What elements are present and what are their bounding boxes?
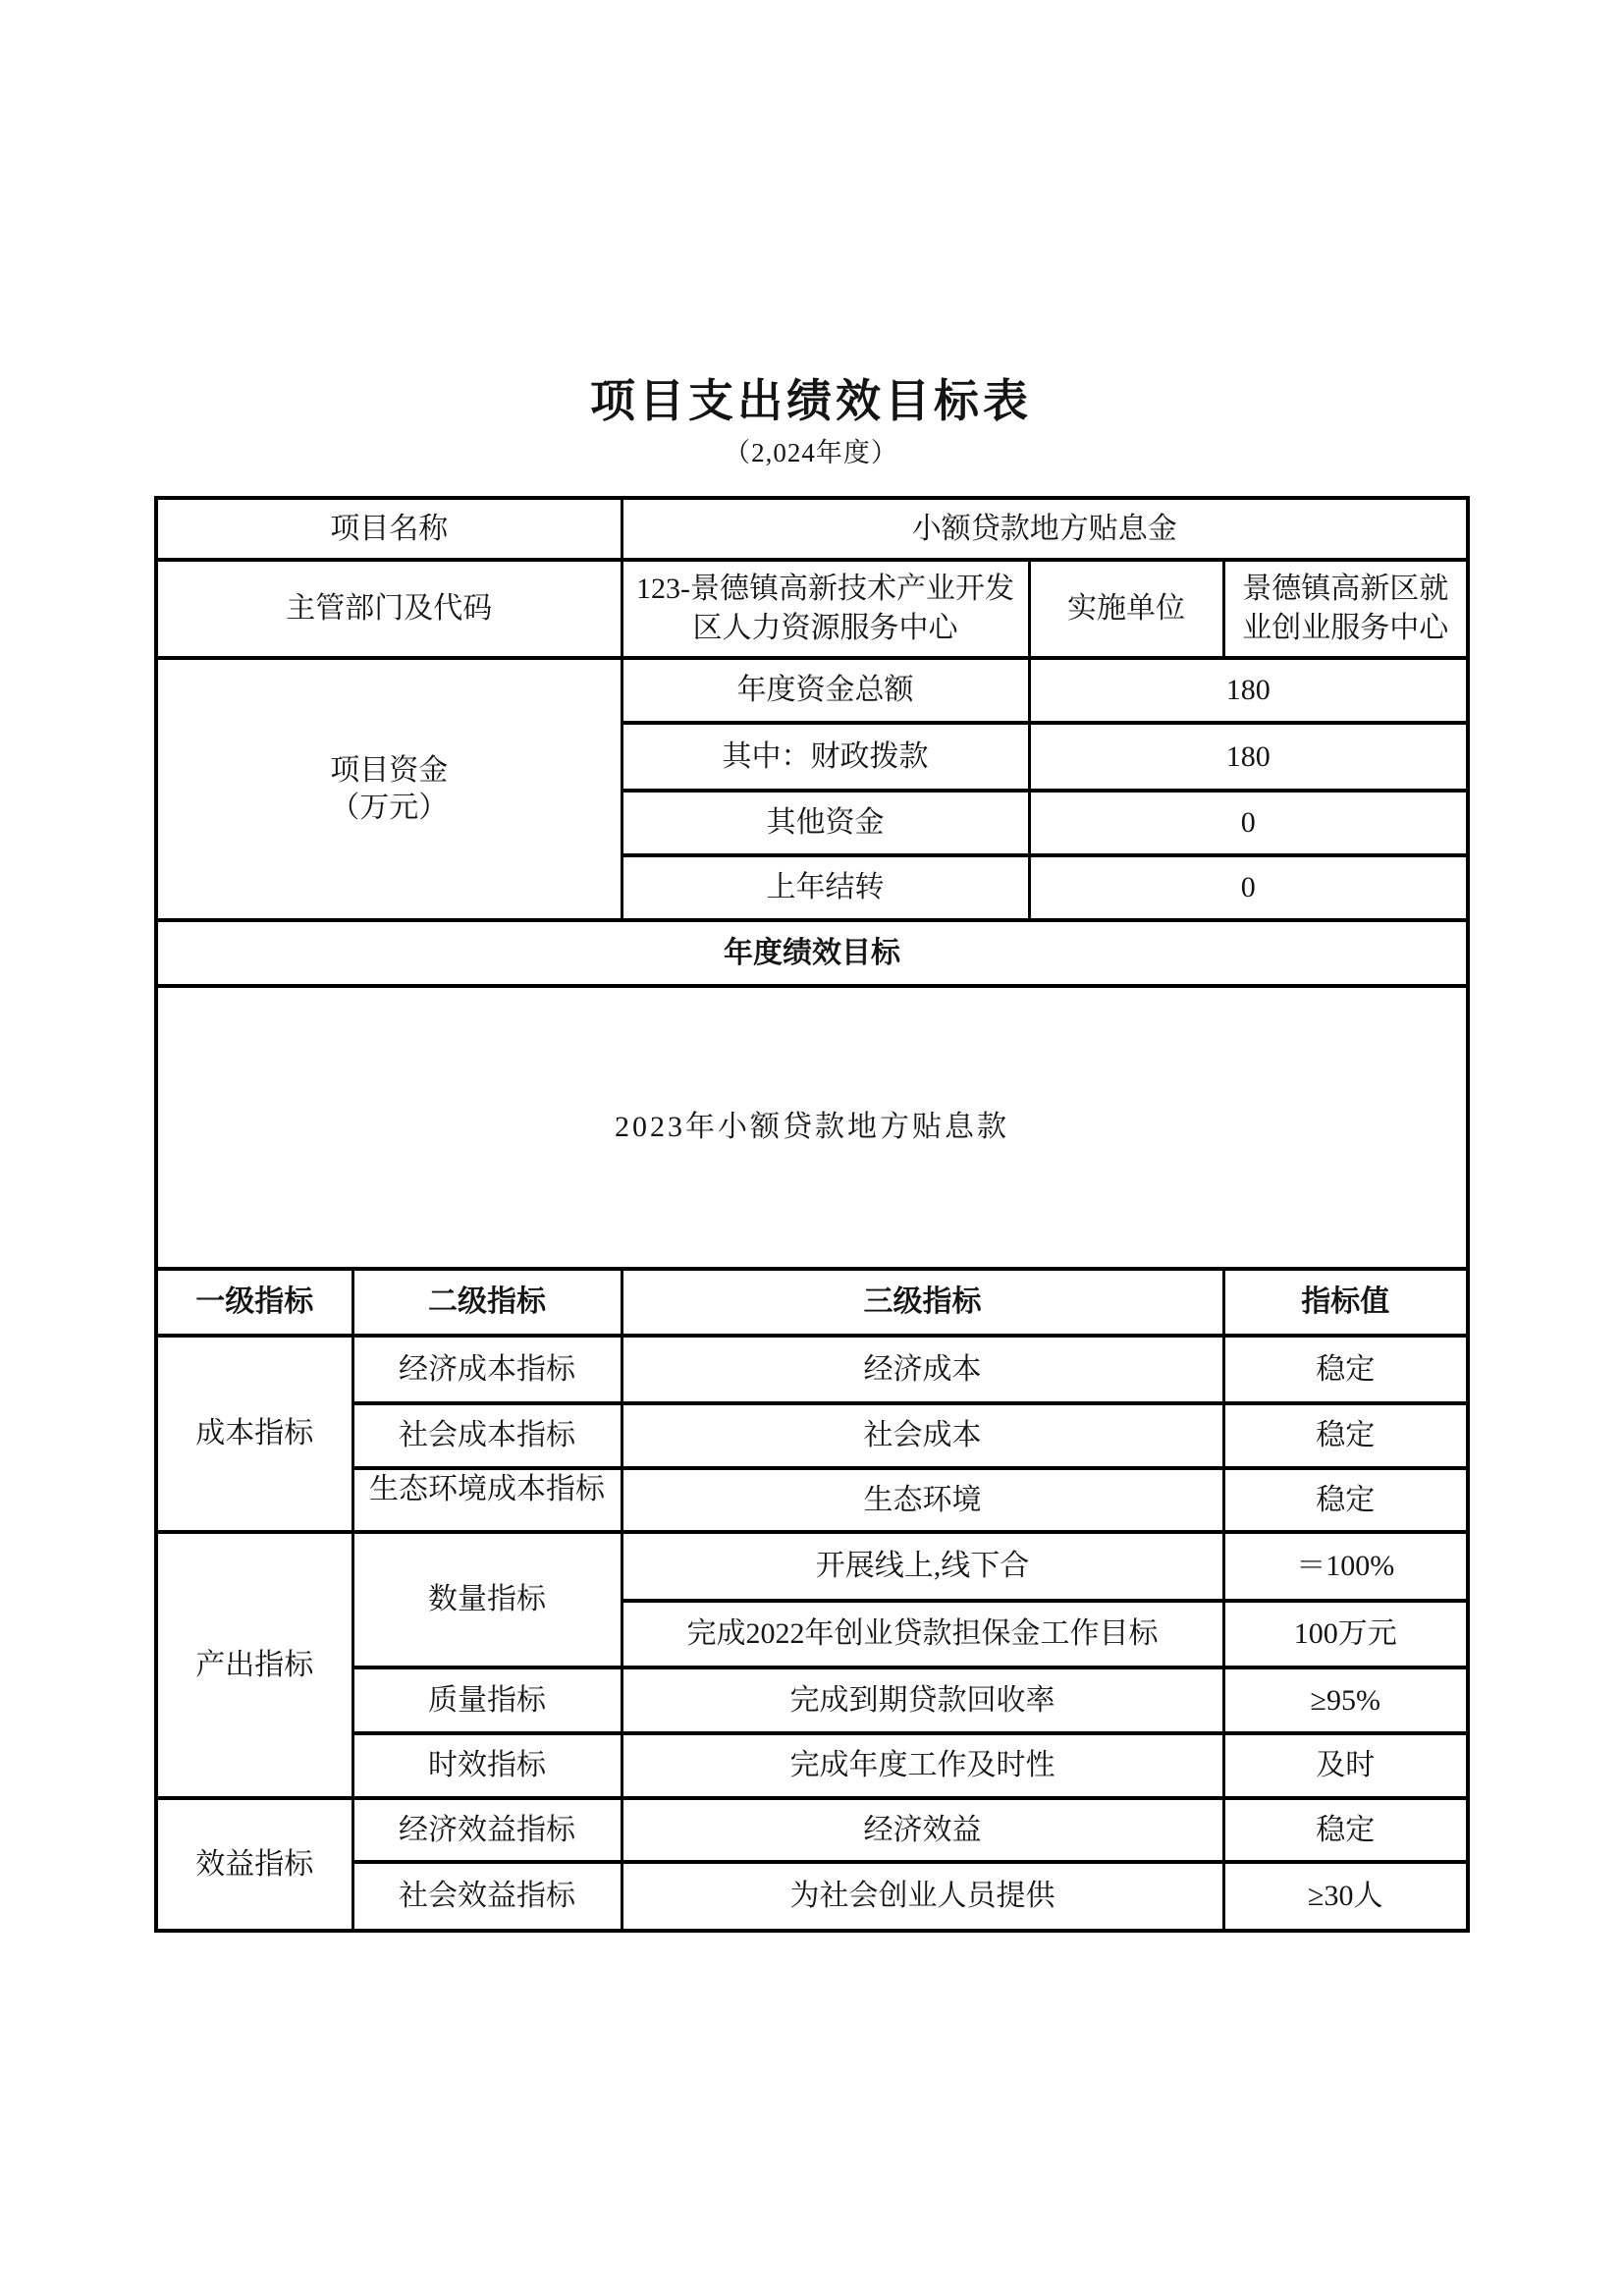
output-timeliness-level3: 完成年度工作及时性: [622, 1733, 1223, 1798]
table-row-output-quality: [156, 1667, 1468, 1733]
funding-fiscal-value: 180: [1029, 723, 1468, 791]
cost-economic-level3: 经济成本: [622, 1336, 1223, 1403]
benefit-economic-level3: 经济效益: [622, 1798, 1223, 1862]
cost-economic-level2: 经济成本指标: [352, 1336, 622, 1403]
impl-unit-label: 实施单位: [1029, 560, 1223, 658]
output-timeliness-level2: 时效指标: [352, 1733, 622, 1798]
benefit-economic-level2: 经济效益指标: [352, 1798, 622, 1862]
cost-social-level2: 社会成本指标: [352, 1403, 622, 1468]
benefit-social-value: ≥30人: [1223, 1862, 1468, 1931]
indicator-header-value: 指标值: [1223, 1269, 1468, 1336]
funding-other-label: 其他资金: [622, 791, 1029, 855]
table-row-cost-social: [156, 1403, 1468, 1468]
funding-total-label: 年度资金总额: [622, 658, 1029, 723]
output-quantity1-level3: 开展线上,线下合: [622, 1532, 1223, 1601]
table-row-funding-total: [156, 658, 1468, 723]
output-group-label: 产出指标: [156, 1532, 352, 1798]
cost-social-value: 稳定: [1223, 1403, 1468, 1468]
table-row-cost-economic: [156, 1336, 1468, 1403]
funding-label: [156, 658, 622, 920]
impl-unit-value: 景德镇高新区就业创业服务中心: [1223, 560, 1468, 658]
dept-label: 主管部门及代码: [156, 560, 622, 658]
output-quantity1-value: ＝100%: [1223, 1532, 1468, 1601]
table-row-annual-target: [156, 986, 1468, 1269]
output-quality-value: ≥95%: [1223, 1667, 1468, 1733]
funding-total-value: 180: [1029, 658, 1468, 723]
cost-eco-level3: 生态环境: [622, 1468, 1223, 1532]
benefit-group-label: 效益指标: [156, 1798, 352, 1931]
benefit-economic-value: 稳定: [1223, 1798, 1468, 1862]
funding-fiscal-label: 其中：财政拨款: [622, 723, 1029, 791]
cost-eco-value: 稳定: [1223, 1468, 1468, 1532]
output-quantity-level2: 数量指标: [352, 1532, 622, 1667]
annual-target-goal: 2023年小额贷款地方贴息款: [156, 986, 1468, 1269]
table-row-indicator-header: [156, 1269, 1468, 1336]
output-quantity2-value: 100万元: [1223, 1601, 1468, 1667]
page-title: 项目支出绩效目标表: [590, 376, 1032, 426]
table-row-benefit-economic: [156, 1798, 1468, 1862]
cost-eco-level2-text: 生态环境成本指标: [369, 1473, 605, 1505]
benefit-social-level2: 社会效益指标: [352, 1862, 622, 1931]
indicator-header-level3: 三级指标: [622, 1269, 1223, 1336]
table-row-annual-target-header: [156, 920, 1468, 986]
output-quality-level3: 完成到期贷款回收率: [622, 1667, 1223, 1733]
cost-group-label: 成本指标: [156, 1336, 352, 1532]
project-name-value: 小额贷款地方贴息金: [622, 498, 1468, 560]
table-row-department: [156, 560, 1468, 658]
cost-eco-level2: [352, 1468, 622, 1532]
indicator-header-level2: 二级指标: [352, 1269, 622, 1336]
dept-value: 123-景德镇高新技术产业开发区人力资源服务中心: [622, 560, 1029, 658]
table-row-cost-eco: [156, 1468, 1468, 1532]
document-page: [154, 0, 1468, 1933]
funding-carryover-label: 上年结转: [622, 855, 1029, 920]
indicator-header-level1: 一级指标: [156, 1269, 352, 1336]
table-row-benefit-social: [156, 1862, 1468, 1931]
table-row-project-name: [156, 498, 1468, 560]
funding-carryover-value: 0: [1029, 855, 1468, 920]
table-row-output-timeliness: [156, 1733, 1468, 1798]
annual-target-header: 年度绩效目标: [156, 920, 1468, 986]
cost-social-level3: 社会成本: [622, 1403, 1223, 1468]
funding-label-line2: （万元）: [330, 791, 449, 824]
funding-other-value: 0: [1029, 791, 1468, 855]
cost-economic-value: 稳定: [1223, 1336, 1468, 1403]
output-quantity2-level3: 完成2022年创业贷款担保金工作目标: [622, 1601, 1223, 1667]
table-row-output-quantity-1: [156, 1532, 1468, 1601]
output-quality-level2: 质量指标: [352, 1667, 622, 1733]
project-name-label: 项目名称: [156, 498, 622, 560]
benefit-social-level3: 为社会创业人员提供: [622, 1862, 1223, 1931]
performance-target-table: [154, 496, 1470, 1933]
funding-label-line1: 项目资金: [330, 753, 449, 787]
page-subtitle: （2,024年度）: [724, 438, 898, 467]
output-timeliness-value: 及时: [1223, 1733, 1468, 1798]
